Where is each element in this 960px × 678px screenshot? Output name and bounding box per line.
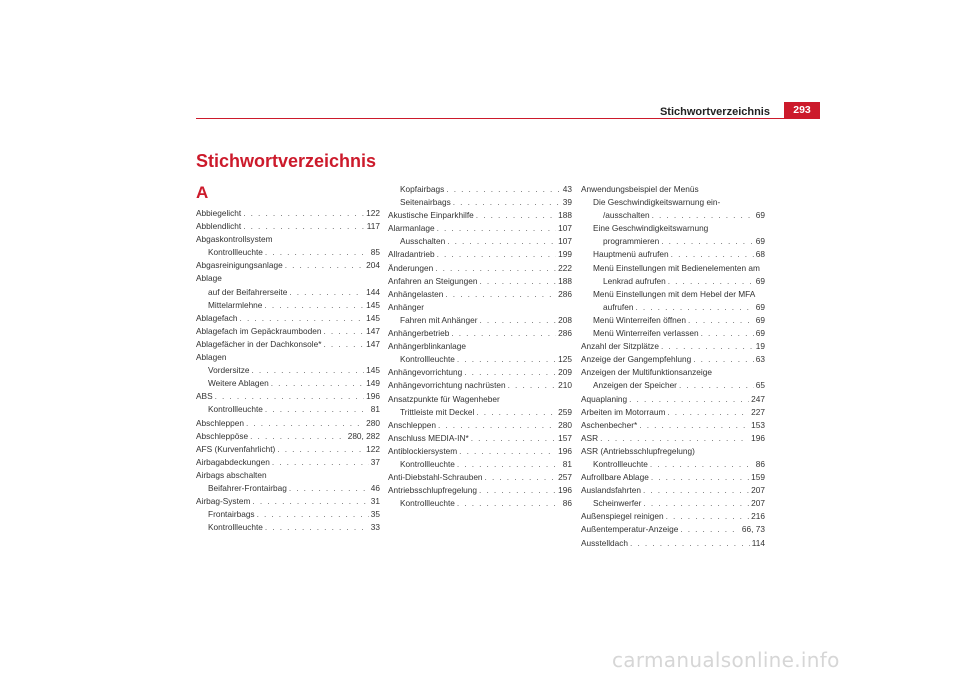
dot-leader (243, 220, 365, 233)
entry-label: Ausstelldach (581, 537, 629, 548)
entry-page-number: 46 (370, 482, 380, 493)
dot-leader (446, 183, 560, 196)
dot-leader (680, 523, 740, 536)
dot-leader (250, 430, 346, 443)
entry-label: Fahren mit Anhänger (400, 314, 478, 325)
entry-label: Anhängelasten (388, 288, 444, 299)
entry-page-number: 68 (755, 249, 765, 260)
entry-label: Abschleppöse (196, 430, 249, 441)
entry-page-number: 107 (558, 223, 572, 234)
entry-label: programmieren (603, 236, 660, 247)
index-entry (196, 456, 380, 469)
entry-label: Hauptmenü aufrufen (593, 249, 669, 260)
entry-label: Anzeigen der Speicher (593, 380, 677, 391)
entry-page-number: 149 (366, 378, 380, 389)
index-entry (388, 497, 572, 510)
dot-leader (457, 353, 556, 366)
entry-label: Antriebsschlupfregelung (388, 485, 478, 496)
entry-page-number: 257 (558, 472, 572, 483)
entry-label: Weitere Ablagen (208, 378, 269, 389)
dot-leader (285, 259, 364, 272)
dot-leader (240, 312, 365, 325)
entry-page-number: 286 (558, 288, 572, 299)
index-heading: Anzeigen der Multifunktionsanzeige (581, 367, 712, 378)
index-entry (388, 314, 572, 327)
entry-label: Abblendlicht (196, 221, 242, 232)
entry-label: Kopfairbags (400, 184, 445, 194)
entry-page-number: 69 (755, 314, 765, 325)
entry-page-number: 19 (755, 341, 765, 352)
entry-label: Außentemperatur-Anzeige (581, 524, 679, 535)
entry-page-number: 114 (751, 537, 765, 548)
entry-page-number: 247 (751, 393, 765, 404)
entry-page-number: 280, 282 (347, 430, 380, 441)
index-entry (196, 338, 380, 351)
index-entry (196, 312, 380, 325)
entry-page-number: 39 (562, 197, 572, 208)
entry-label: auf der Beifahrerseite (208, 286, 288, 297)
entry-page-number: 188 (558, 275, 572, 286)
entry-page-number: 153 (751, 419, 765, 430)
entry-label: Frontairbags (208, 509, 255, 520)
entry-label: aufrufen (603, 301, 634, 312)
dot-leader (661, 340, 754, 353)
entry-page-number: 207 (751, 485, 765, 496)
entry-label: Airbagabdeckungen (196, 456, 270, 467)
dot-leader (643, 484, 749, 497)
header-rule (196, 118, 820, 119)
entry-page-number: 145 (366, 312, 380, 323)
entry-page-number: 199 (558, 249, 572, 260)
dot-leader (650, 458, 754, 471)
dot-leader (668, 275, 754, 288)
entry-label: Anti-Diebstahl-Schrauben (388, 472, 483, 483)
dot-leader (323, 325, 364, 338)
index-entry (196, 364, 380, 377)
entry-page-number: 37 (370, 456, 380, 467)
dot-leader (476, 209, 556, 222)
dot-leader (457, 458, 561, 471)
index-entry (581, 432, 765, 445)
entry-page-number: 122 (366, 208, 380, 218)
entry-label: Kontrollleuchte (400, 354, 455, 365)
index-entry (581, 406, 765, 419)
dot-leader (437, 248, 557, 261)
index-heading: Anhängerblinkanlage (388, 341, 466, 352)
dot-leader (661, 235, 754, 248)
index-entry (388, 183, 572, 196)
entry-page-number: 81 (370, 404, 380, 415)
index-entry (581, 523, 765, 536)
entry-page-number: 280 (558, 419, 572, 430)
entry-page-number: 69 (755, 275, 765, 286)
entry-label: Aufrollbare Ablage (581, 472, 649, 483)
entry-page-number: 145 (366, 365, 380, 376)
entry-label: Alarmanlage (388, 223, 435, 234)
entry-label: Abbiegelicht (196, 208, 242, 218)
dot-leader (479, 314, 556, 327)
index-heading: Anhänger (388, 301, 424, 312)
index-heading: Abgaskontrollsystem (196, 234, 273, 245)
section-letter: A (196, 183, 209, 202)
dot-leader (272, 456, 369, 469)
index-entry (388, 432, 572, 445)
dot-leader (679, 379, 754, 392)
index-entry (388, 275, 572, 288)
dot-leader (459, 445, 556, 458)
index-entry (196, 508, 380, 521)
entry-label: Menü Winterreifen öffnen (593, 314, 687, 325)
dot-leader (630, 537, 750, 550)
entry-label: Kontrollleuchte (400, 498, 455, 509)
index-entry (388, 327, 572, 340)
index-entry (581, 340, 765, 353)
dot-leader (246, 417, 364, 430)
index-entry (388, 196, 572, 209)
entry-page-number: 259 (558, 406, 572, 417)
index-entry (196, 299, 380, 312)
dot-leader (471, 432, 556, 445)
index-heading: Ansatzpunkte für Wagenheber (388, 393, 500, 404)
dot-leader (457, 497, 561, 510)
index-entry (581, 353, 765, 366)
entry-page-number: 227 (751, 406, 765, 417)
entry-label: Anzeige der Gangempfehlung (581, 354, 692, 365)
index-entry (196, 430, 380, 443)
index-entry (196, 286, 380, 299)
index-entry (196, 403, 380, 416)
entry-label: Ablagefach (196, 312, 238, 323)
index-entry (388, 406, 572, 419)
entry-label: /ausschalten (603, 210, 650, 221)
entry-label: Beifahrer-Frontairbag (208, 482, 287, 493)
dot-leader (445, 288, 556, 301)
entry-label: Abschleppen (196, 417, 244, 428)
index-entry (196, 482, 380, 495)
dot-leader (215, 390, 365, 403)
entry-page-number: 144 (366, 286, 380, 297)
index-entry (581, 497, 765, 510)
entry-page-number: 86 (562, 498, 572, 509)
dot-leader (629, 393, 749, 406)
dot-leader (480, 275, 557, 288)
entry-page-number: 196 (558, 485, 572, 496)
dot-leader (265, 403, 369, 416)
entry-label: Mittelarmlehne (208, 299, 263, 310)
page-number: 293 (784, 102, 820, 119)
index-heading: Menü Einstellungen mit Bedienelementen am (593, 262, 760, 273)
entry-page-number: 280 (366, 417, 380, 428)
dot-leader (666, 510, 750, 523)
dot-leader (651, 471, 749, 484)
index-entry (196, 390, 380, 403)
entry-label: Anschleppen (388, 419, 436, 430)
entry-page-number: 122 (366, 443, 380, 454)
dot-leader (257, 508, 369, 521)
entry-label: Anzahl der Sitzplätze (581, 341, 659, 352)
index-entry (581, 248, 765, 261)
index-entry (581, 314, 765, 327)
dot-leader (289, 286, 364, 299)
dot-leader (437, 222, 557, 235)
header-title: Stichwortverzeichnis (659, 106, 770, 118)
dot-leader (252, 364, 365, 377)
index-entry (196, 443, 380, 456)
dot-leader (464, 366, 556, 379)
entry-page-number: 107 (558, 236, 572, 247)
entry-page-number: 222 (558, 262, 572, 273)
index-entry (196, 246, 380, 259)
entry-page-number: 216 (751, 511, 765, 522)
entry-label: Kontrollleuchte (208, 404, 263, 415)
dot-leader (485, 471, 557, 484)
entry-page-number: 157 (558, 432, 572, 443)
dot-leader (476, 406, 556, 419)
index-entry (388, 458, 572, 471)
entry-page-number: 196 (751, 432, 765, 443)
entry-label: Akustische Einparkhilfe (388, 210, 474, 221)
dot-leader (600, 432, 749, 445)
index-entry (388, 471, 572, 484)
dot-leader (453, 196, 561, 209)
index-entry (581, 419, 765, 432)
index-entry (388, 379, 572, 392)
index-heading: Ablage (196, 273, 222, 284)
index-entry (388, 209, 572, 222)
entry-label: Ablagefach im Gepäckraumboden (196, 325, 322, 336)
entry-label: Anhängevorrichtung nachrüsten (388, 380, 506, 391)
entry-page-number: 69 (755, 236, 765, 247)
entry-page-number: 188 (558, 210, 572, 221)
entry-page-number: 85 (370, 247, 380, 258)
entry-page-number: 209 (558, 367, 572, 378)
entry-label: Auslandsfahrten (581, 485, 641, 496)
dot-leader (639, 419, 749, 432)
index-entry (196, 259, 380, 272)
entry-label: Allradantrieb (388, 249, 435, 260)
dot-leader (479, 484, 556, 497)
dot-leader (265, 521, 369, 534)
dot-leader (265, 246, 369, 259)
index-column-2 (388, 183, 572, 510)
dot-leader (701, 327, 754, 340)
entry-label: ASR (581, 432, 599, 443)
entry-label: Lenkrad aufrufen (603, 275, 666, 286)
index-entry (388, 353, 572, 366)
index-entry (196, 207, 380, 220)
entry-label: Antiblockiersystem (388, 445, 458, 456)
index-entry (388, 222, 572, 235)
index-entry (581, 379, 765, 392)
index-entry (388, 419, 572, 432)
dot-leader (252, 495, 368, 508)
index-entry (196, 521, 380, 534)
index-entry (388, 445, 572, 458)
entry-label: Abgasreinigungsanlage (196, 260, 283, 271)
index-heading: Airbags abschalten (196, 469, 267, 480)
entry-label: AFS (Kurvenfahrlicht) (196, 443, 276, 454)
dot-leader (264, 299, 364, 312)
entry-page-number: 145 (366, 299, 380, 310)
index-column-1 (196, 183, 380, 534)
watermark: carmanualsonline.info (612, 648, 840, 672)
entry-label: Ausschalten (400, 236, 446, 247)
index-entry (581, 393, 765, 406)
index-entry (581, 484, 765, 497)
entry-page-number: 86 (755, 458, 765, 469)
entry-page-number: 69 (755, 328, 765, 339)
entry-page-number: 33 (370, 522, 380, 533)
index-heading: Menü Einstellungen mit dem Hebel der MFA (593, 288, 756, 299)
page-title: Stichwortverzeichnis (196, 151, 377, 171)
entry-page-number: 69 (755, 301, 765, 312)
entry-label: Seitenairbags (400, 197, 451, 208)
index-entry (581, 471, 765, 484)
index-entry (581, 209, 765, 222)
entry-page-number: 210 (558, 380, 572, 391)
index-column-3 (581, 183, 765, 550)
entry-page-number: 69 (755, 210, 765, 221)
dot-leader (435, 262, 556, 275)
entry-label: Aquaplaning (581, 393, 628, 404)
index-heading: Eine Geschwindigkeitswarnung (593, 223, 709, 234)
entry-page-number: 117 (366, 221, 380, 232)
entry-page-number: 208 (558, 314, 572, 325)
index-entry (388, 484, 572, 497)
index-entry (581, 510, 765, 523)
entry-label: Trittleiste mit Deckel (400, 406, 475, 417)
entry-label: Anhängerbetrieb (388, 328, 450, 339)
dot-leader (688, 314, 754, 327)
dot-leader (451, 327, 556, 340)
entry-label: Außenspiegel reinigen (581, 511, 664, 522)
entry-page-number: 147 (366, 338, 380, 349)
entry-page-number: 204 (366, 260, 380, 271)
dot-leader (289, 482, 369, 495)
index-entry (196, 377, 380, 390)
entry-label: Kontrollleuchte (208, 522, 263, 533)
index-heading: Anwendungsbeispiel der Menüs (581, 184, 699, 194)
dot-leader (277, 443, 364, 456)
entry-page-number: 31 (370, 496, 380, 507)
dot-leader (438, 419, 556, 432)
index-entry (388, 262, 572, 275)
entry-label: Arbeiten im Motorraum (581, 406, 666, 417)
entry-label: Anhängevorrichtung (388, 367, 463, 378)
index-entry (581, 458, 765, 471)
entry-label: ABS (196, 391, 213, 402)
entry-label: Aschenbecher* (581, 419, 638, 430)
entry-page-number: 196 (558, 445, 572, 456)
entry-label: Scheinwerfer (593, 498, 642, 509)
index-entry (581, 235, 765, 248)
dot-leader (693, 353, 754, 366)
entry-label: Airbag-System (196, 496, 251, 507)
index-heading: ASR (Antriebsschlupfregelung) (581, 445, 695, 456)
dot-leader (271, 377, 364, 390)
entry-label: Kontrollleuchte (593, 458, 648, 469)
entry-page-number: 286 (558, 328, 572, 339)
entry-label: Ablagefächer in der Dachkonsole* (196, 338, 322, 349)
entry-label: Vordersitze (208, 365, 250, 376)
dot-leader (635, 301, 753, 314)
dot-leader (652, 209, 754, 222)
entry-label: Anschluss MEDIA-IN* (388, 432, 469, 443)
entry-label: Änderungen (388, 262, 434, 273)
index-entry (388, 248, 572, 261)
index-heading: Die Geschwindigkeitswarnung ein- (593, 197, 721, 208)
index-entry (581, 301, 765, 314)
dot-leader (323, 338, 364, 351)
entry-page-number: 196 (366, 391, 380, 402)
entry-label: Menü Winterreifen verlassen (593, 328, 699, 339)
entry-page-number: 159 (751, 472, 765, 483)
entry-page-number: 207 (751, 498, 765, 509)
index-entry (196, 417, 380, 430)
entry-page-number: 65 (755, 380, 765, 391)
index-entry (388, 366, 572, 379)
entry-label: Anfahren an Steigungen (388, 275, 478, 286)
entry-page-number: 147 (366, 325, 380, 336)
dot-leader (671, 248, 754, 261)
index-entry (581, 537, 765, 550)
index-entry (581, 275, 765, 288)
dot-leader (447, 235, 556, 248)
index-heading: Ablagen (196, 352, 227, 363)
dot-leader (667, 406, 749, 419)
index-entry (196, 325, 380, 338)
dot-leader (243, 207, 364, 220)
index-entry (196, 220, 380, 233)
entry-label: Kontrollleuchte (208, 247, 263, 258)
index-entry (388, 288, 572, 301)
index-entry (388, 235, 572, 248)
entry-label: Kontrollleuchte (400, 458, 455, 469)
dot-leader (643, 497, 749, 510)
entry-page-number: 125 (558, 354, 572, 365)
entry-page-number: 35 (370, 509, 380, 520)
dot-leader (508, 379, 557, 392)
index-entry (581, 327, 765, 340)
entry-page-number: 81 (562, 458, 572, 469)
entry-page-number: 66, 73 (741, 524, 765, 535)
index-entry (196, 495, 380, 508)
entry-page-number: 43 (562, 184, 572, 194)
entry-page-number: 63 (755, 354, 765, 365)
